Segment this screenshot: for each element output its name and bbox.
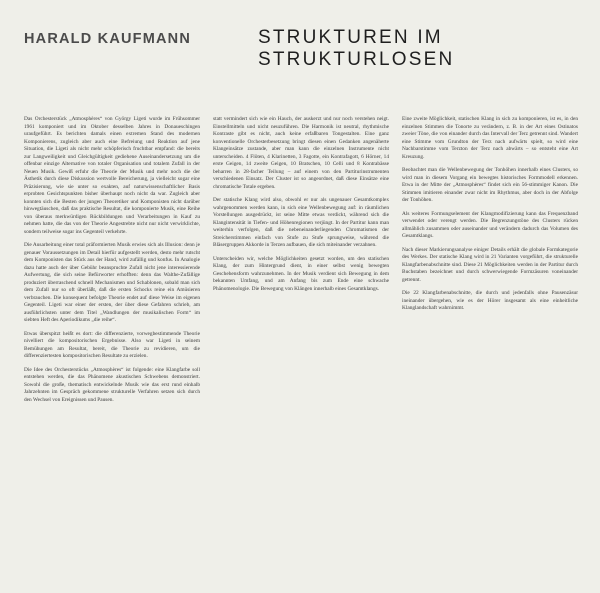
paragraph: Beobachtet man die Wellenbewegung der Tonhöhen innerhalb eines Clusters, so wird man in diesem Vorgang ein bewegtes historisches Formmodell erkennen. Etwa in der Mitte der „Atmosphères“ findet sich ein 56-stimmiger Kanon. Die Stimmen imitieren einander zwar nicht im Rhythmus, aber doch in der Abfolge der Tonhöhen.: [402, 167, 578, 203]
paragraph: Etwas überspitzt heißt es dort: die differenzierte, vorwegbestimmende Theorie nivelliert die kompositorischen Ergebnisse. Also war Ligeti in seinem Bemühungen am Resultat, bereit, die Theorie zu revidieren, um die differenziertesten kompositorischen Resultate zu erzielen.: [24, 330, 200, 359]
paragraph: Nach dieser Markierungsanalyse einiger Details erhält die globale Formkategorie des Werkes. Der statische Klang wird in 21 Varianten vorgeführt, die strukturelle Klangfarbenabschnitte sind. Diese 21 Möglichkeiten werden in der Partitur durch Buchstaben bezeichnet und durch schwerwiegende Formzäsuren voneinander getrennt.: [402, 246, 578, 283]
paragraph: Die Ausarbeitung einer total präformierten Musik erwies sich als Illusion: denn je genauer Voraussetzungen im Detail hierfür aufgestellt werden, desto mehr rutscht dem Komponisten das Stück aus der Hand, wird zufällig und konfus. In Analogie dazu hatte auch der über Gebühr beanspruchte Zufall nicht jene interessierende Aufwertung, die sich seine Befürworter erhofften: denn das Walthe-Zufällige produziert überraschend schnell Mechanismen und Schablonen, sobald man sich dem Zufall nur so oft überläßt, daß die ersten Schocks reine ein Amüsieren verbrauchen. Die konsequent befolgte Theorie endet auf diese Weise im eigenen Gegenteil. Ligeti war einer der ersten, der über diese Gefahren schrieb, am ausführlichsten unter dem Titel „Wandlungen der musikalischen Form“ im siebten Heft des Aperiodikums „die reihe“.: [24, 242, 200, 323]
paragraph: Das Orchesterstück „Atmosphères“ von György Ligeti wurde im Frühsommer 1961 komponiert und im Oktober desselben Jahres in Donaueschingen uraufgeführt. Es berichten damals einen extremen Stand des modernen Komponierens, zugleich aber auch eine Befreiung und Reaktion auf jene Situation, die Ligeti als nicht mehr schöpferisch fruchtbar empfand: die bereits zur Langweiligkeit und Gleichgültigkeit gediehene Auseinandersetzung um die offenbar einzige Alternative von totaler Organisation und totalem Zufall in der Neuen Musik. Gewiß erfuhr die Theorie der Musik und mehr noch die der Ästhetik durch diese Diskussion wertvolle Bereicherung, ja vielleicht sogar eine Präzisierung, wie sie unter so exakten, auf naturwissenschaftlicher Basis erprobten Gesichtspunkten bisher überhaupt noch nicht da war. Zugleich aber konnten sich die Besten der jungen Theoretiker und Komponisten nicht darüber hinwegtäuschen, daß das praktische Resultat, die komponierte Musik, eine Reihe von überaus merkwürdigen Rückbildungen und Verarbeitungen in Kauf zu nehmen hatte, die das von der Theorie Angestrebte nicht nur nicht verwirklichte, sondern teilweise sogar ins Gegenteil verkehrte.: [24, 116, 200, 235]
author-name: HARALD KAUFMANN: [24, 31, 192, 47]
article-title: STRUKTUREN IM STRUKTURLOSEN: [258, 27, 455, 70]
header: [0, 0, 600, 80]
paragraph: Als weiteres Formungselement der Klangmodifizierung kann das Frequenzband verwendet oder verengt werden. Die Begrenzungstöne des Clusters rücken allmählich zusammen oder auseinander und verändern dadurch das Volumen des Gesamtklangs.: [402, 210, 578, 239]
paragraph: Die 22 Klangfarbenabschnitte, die durch und jedenfalls ohne Pausenzäsur ineinander übergehen, wie es der Hörer insgesamt als eine einheitliche Klanglandschaft wahrnimmt.: [402, 290, 578, 311]
paragraph: Die Idee des Orchesterstücks „Atmosphères“ ist folgende: eine Klangfarbe soll entstehen werden, die das Phänomene akustischen Schwebens demonstriert. Sowohl die große, thematisch entwickelnde Musik wie das erst rund einhalb Jahrzehnten im Gespräch gekommene strukturelle Verfahren setzen sich durch den Wechsel von Ereignissen und Pausen.: [24, 366, 200, 403]
column-3: [402, 116, 578, 588]
column-1: [24, 116, 200, 588]
paragraph: statt vermindert sich wie ein Hauch, der auskerzt und nur noch verstehen neigt. Einstellmitteln und nicht neuzuführen. Die Harmonik ist neutral, rhythmische Kontraste gibt es nicht, auch keine erfaßbaren Tongestalten. Eine ganz konventionelle Orchesterbesetzung bringt diesen einen Gedanken angenäherte Klangeinsätze zustande, aber man kann die einzelnen Instrumente nicht unterscheiden. 4 Flöten, 4 Klarinetten, 3 Fagotte, ein Kontrafagott, 6 Hörner, 14 erste Geigen, 14 zweite Geigen, 10 Bratschen, 10 Celli und 8 Kontrabässe beharren in 28-facher Teilung – auf einem von den Partiturinstrumenten verschiedenen Einsatz. Der Cluster ist so angeordnet, daß diese Einsätze eine chromatische Totale ergeben.: [213, 116, 389, 190]
paragraph: Eine zweite Möglichkeit, statischen Klang in sich zu komponieren, ist es, in den einzelnen Stimmen die Tonorte zu verändern, z. B. in der Art eines Ostinatos zweier Töne, die von einander durch das Intervall der Terz getrennt sind. Wandert eine Stimme vom Grundton der Terz nach aufwärts spielt, so wird eine Nachbarstimme vom Terzton der Terz nach abwärts – so entsteht eine Art Kreuzung.: [402, 116, 578, 160]
text-columns: [24, 116, 580, 588]
column-2: [213, 116, 389, 588]
paragraph: Unterscheiden wir, welche Möglichkeiten gesetzt worden, um den statischen Klang, der zum Hintergrund dient, in einer selbst wenig bewegten Geschehensform wahrzunehmen. In der Musik verdient sich Bewegung in dem bekannten Umfang, und am Anfang bis zum Ende eine schwache Phänomenologie. Die Bewegung von Klängen innerhalb eines Gesamtklangs.: [213, 255, 389, 292]
paragraph: Der statische Klang wird also, obwohl er nur als ungenauer Gesamtkomplex wahrgenommen werden kann, in sich eine Wellenbewegung auf: in räumlichen Vorstellungen ausgedrückt, ist seine Mitte etwas verdickt, während sich die Klangintensität in Tiefen- und Höhenregionen verjüngt. In der Partitur kann man weiterhin verfolgen, daß die nebeneinanderliegenden Chromatismen der Streicherstimmen einfach von Stufe zu Stufe sprungweise, während die Bläsergruppen Akkorde in Terzen aufbauen, die sich miteinander verzahnen.: [213, 197, 389, 248]
